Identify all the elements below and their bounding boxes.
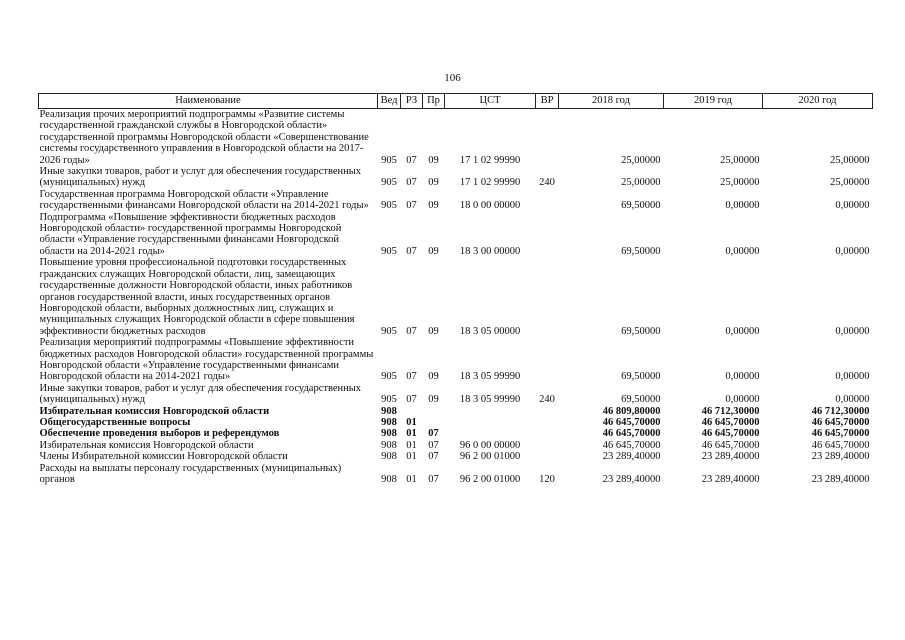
cell-2018: 69,50000 [621, 371, 661, 383]
cell-pr [423, 406, 445, 417]
cell-name: Обеспечение проведения выборов и референдумов [39, 428, 280, 440]
cell-ved: 908 [381, 405, 397, 417]
cell-rz: 01 [406, 428, 417, 440]
cell-pr: 09 [428, 177, 439, 189]
cell-2019: 46 712,30000 [701, 405, 760, 417]
cell-pr: 09 [428, 394, 439, 406]
cell-pr: 07 [428, 439, 439, 451]
header-vr: ВР [536, 94, 559, 109]
cell-vr [536, 417, 559, 428]
cell-2018: 69,50000 [621, 245, 661, 257]
cell-rz: 07 [406, 325, 417, 337]
header-cst: ЦСТ [445, 94, 536, 109]
cell-cst: 18 0 00 00000 [459, 200, 521, 212]
cell-cst [445, 417, 536, 428]
cell-rz: 07 [406, 394, 417, 406]
cell-2018: 46 809,80000 [602, 405, 661, 417]
cell-name: Иные закупки товаров, работ и услуг для обеспечения государственных (муниципальных) нужд [39, 166, 362, 189]
cell-2018: 25,00000 [621, 154, 661, 166]
cell-name: Подпрограмма «Повышение эффективности бюджетных расходов Новгородской области» государственной программы Новгородской области «Управление государственными финансами Новгородской области на 2014-2021 годы» [39, 211, 342, 257]
cell-pr: 07 [428, 451, 439, 463]
cell-name: Иные закупки товаров, работ и услуг для обеспечения государственных (муниципальных) нужд [39, 382, 362, 406]
cell-vr [536, 406, 559, 417]
cell-rz: 01 [406, 474, 417, 485]
cell-2020: 25,00000 [830, 154, 870, 166]
cell-2019: 46 645,70000 [701, 416, 760, 428]
cell-pr [423, 417, 445, 428]
cell-2019: 0,00000 [725, 371, 760, 383]
cell-cst: 18 3 05 99990 [459, 394, 521, 406]
cell-cst: 17 1 02 99990 [459, 154, 521, 166]
cell-name: Повышение уровня профессиональной подготовки государственных гражданских служащих Новгородской области, лиц, замещающих государственные должности Новгородской области, иных работников органов государственной власти, иных государственных органов Новгородской области, выборных должностных лиц, служащих и муниципальных служащих Новгородской области в сфере повышения эффективности бюджетных расходов [39, 257, 355, 337]
header-name: Наименование [39, 94, 378, 109]
table-row [39, 440, 873, 451]
cell-2020: 46 645,70000 [811, 416, 870, 428]
cell-2020: 0,00000 [835, 245, 870, 257]
cell-2018: 46 645,70000 [602, 428, 661, 440]
table-row [39, 337, 873, 383]
cell-pr: 07 [428, 474, 439, 485]
cell-2020: 0,00000 [835, 394, 870, 406]
cell-vr [536, 257, 559, 337]
cell-ved: 908 [381, 451, 397, 463]
cell-2020: 0,00000 [835, 325, 870, 337]
cell-pr: 09 [428, 245, 439, 257]
cell-rz: 07 [406, 245, 417, 257]
cell-name: Избирательная комиссия Новгородской области [39, 405, 270, 417]
cell-pr: 09 [428, 371, 439, 383]
cell-rz [401, 406, 423, 417]
cell-rz: 07 [406, 200, 417, 212]
table-row [39, 212, 873, 258]
cell-rz: 07 [406, 371, 417, 383]
cell-vr: 240 [539, 394, 555, 406]
cell-2019: 23 289,40000 [701, 474, 760, 485]
cell-vr [536, 451, 559, 462]
cell-rz: 07 [406, 154, 417, 166]
cell-ved: 905 [381, 394, 397, 406]
cell-rz: 01 [406, 416, 417, 428]
header-2020: 2020 год [763, 94, 873, 109]
page-number: 106 [444, 72, 461, 84]
cell-2020: 46 645,70000 [811, 439, 870, 451]
cell-ved: 905 [381, 371, 397, 383]
budget-table [38, 93, 873, 485]
cell-2020: 0,00000 [835, 200, 870, 212]
cell-name: Избирательная комиссия Новгородской области [39, 439, 254, 451]
cell-2020: 23 289,40000 [811, 451, 870, 463]
cell-cst: 17 1 02 99990 [459, 177, 521, 189]
cell-ved: 905 [381, 325, 397, 337]
table-row [39, 109, 873, 167]
table-row [39, 166, 873, 189]
header-2019: 2019 год [664, 94, 763, 109]
cell-2020: 46 645,70000 [811, 428, 870, 440]
cell-2018: 23 289,40000 [602, 474, 661, 485]
cell-2020: 25,00000 [830, 177, 870, 189]
cell-cst: 18 3 05 00000 [459, 325, 521, 337]
cell-name: Члены Избирательной комиссии Новгородской области [39, 451, 288, 463]
cell-rz: 07 [406, 177, 417, 189]
cell-2018: 23 289,40000 [602, 451, 661, 463]
cell-name: Расходы на выплаты персоналу государственных (муниципальных) органов [39, 462, 342, 485]
cell-vr [536, 337, 559, 383]
cell-rz: 01 [406, 451, 417, 463]
cell-2019: 0,00000 [725, 394, 760, 406]
cell-vr [536, 212, 559, 258]
cell-2018: 69,50000 [621, 200, 661, 212]
header-2018: 2018 год [559, 94, 664, 109]
cell-cst: 96 2 00 01000 [459, 451, 521, 463]
header-ved: Вед [378, 94, 401, 109]
cell-2019: 0,00000 [725, 325, 760, 337]
cell-vr [536, 109, 559, 167]
cell-2018: 69,50000 [621, 394, 661, 406]
table-row [39, 463, 873, 486]
table-row [39, 451, 873, 462]
cell-ved: 905 [381, 200, 397, 212]
cell-2020: 23 289,40000 [811, 474, 870, 485]
cell-2019: 25,00000 [720, 177, 760, 189]
cell-cst: 96 2 00 01000 [459, 474, 521, 485]
cell-vr: 240 [539, 177, 555, 189]
header-rz: РЗ [401, 94, 423, 109]
cell-pr: 07 [428, 428, 439, 440]
table-body [39, 109, 873, 486]
cell-2020: 0,00000 [835, 371, 870, 383]
table-row [39, 257, 873, 337]
cell-2020: 46 712,30000 [811, 405, 870, 417]
cell-2018: 69,50000 [621, 325, 661, 337]
table-header-row [39, 94, 873, 109]
cell-name: Государственная программа Новгородской области «Управление государственными финансами Новгородской области на 2014-2021 годы» [39, 188, 369, 212]
cell-2019: 46 645,70000 [701, 428, 760, 440]
cell-ved: 908 [381, 428, 397, 440]
cell-ved: 908 [381, 474, 397, 485]
cell-ved: 905 [381, 245, 397, 257]
cell-2019: 0,00000 [725, 245, 760, 257]
cell-2018: 46 645,70000 [602, 416, 661, 428]
cell-2019: 25,00000 [720, 154, 760, 166]
table-row [39, 417, 873, 428]
cell-ved: 908 [381, 439, 397, 451]
cell-vr [536, 428, 559, 439]
table-row [39, 428, 873, 439]
cell-vr: 120 [539, 474, 555, 485]
cell-2019: 0,00000 [725, 200, 760, 212]
cell-cst [445, 406, 536, 417]
cell-2019: 23 289,40000 [701, 451, 760, 463]
table-row [39, 383, 873, 406]
cell-2018: 25,00000 [621, 177, 661, 189]
cell-2019: 46 645,70000 [701, 439, 760, 451]
cell-vr [536, 189, 559, 212]
cell-name: Реализация мероприятий подпрограммы «Повышение эффективности бюджетных расходов Новгородской области» государственной программы Новгородской области «Управление государственными финансами Новгородской области на 2014-2021 годы» [39, 337, 374, 383]
cell-cst: 18 3 00 00000 [459, 245, 521, 257]
table-row [39, 406, 873, 417]
cell-pr: 09 [428, 154, 439, 166]
cell-cst [445, 428, 536, 439]
cell-pr: 09 [428, 200, 439, 212]
cell-ved: 905 [381, 154, 397, 166]
table-row [39, 189, 873, 212]
cell-name: Реализация прочих мероприятий подпрограммы «Развитие системы государственной гражданской службы в Новгородской области» государственной программы Новгородской области «Совершенствование системы государственного управления в Новгородской области на 2017-2026 годы» [39, 109, 369, 166]
cell-ved: 905 [381, 177, 397, 189]
cell-pr: 09 [428, 325, 439, 337]
cell-ved: 908 [381, 416, 397, 428]
cell-rz: 01 [406, 439, 417, 451]
cell-vr [536, 440, 559, 451]
cell-name: Общегосударственные вопросы [39, 416, 191, 428]
cell-cst: 18 3 05 99990 [459, 371, 521, 383]
cell-2018: 46 645,70000 [602, 439, 661, 451]
header-pr: Пр [423, 94, 445, 109]
cell-cst: 96 0 00 00000 [459, 439, 521, 451]
